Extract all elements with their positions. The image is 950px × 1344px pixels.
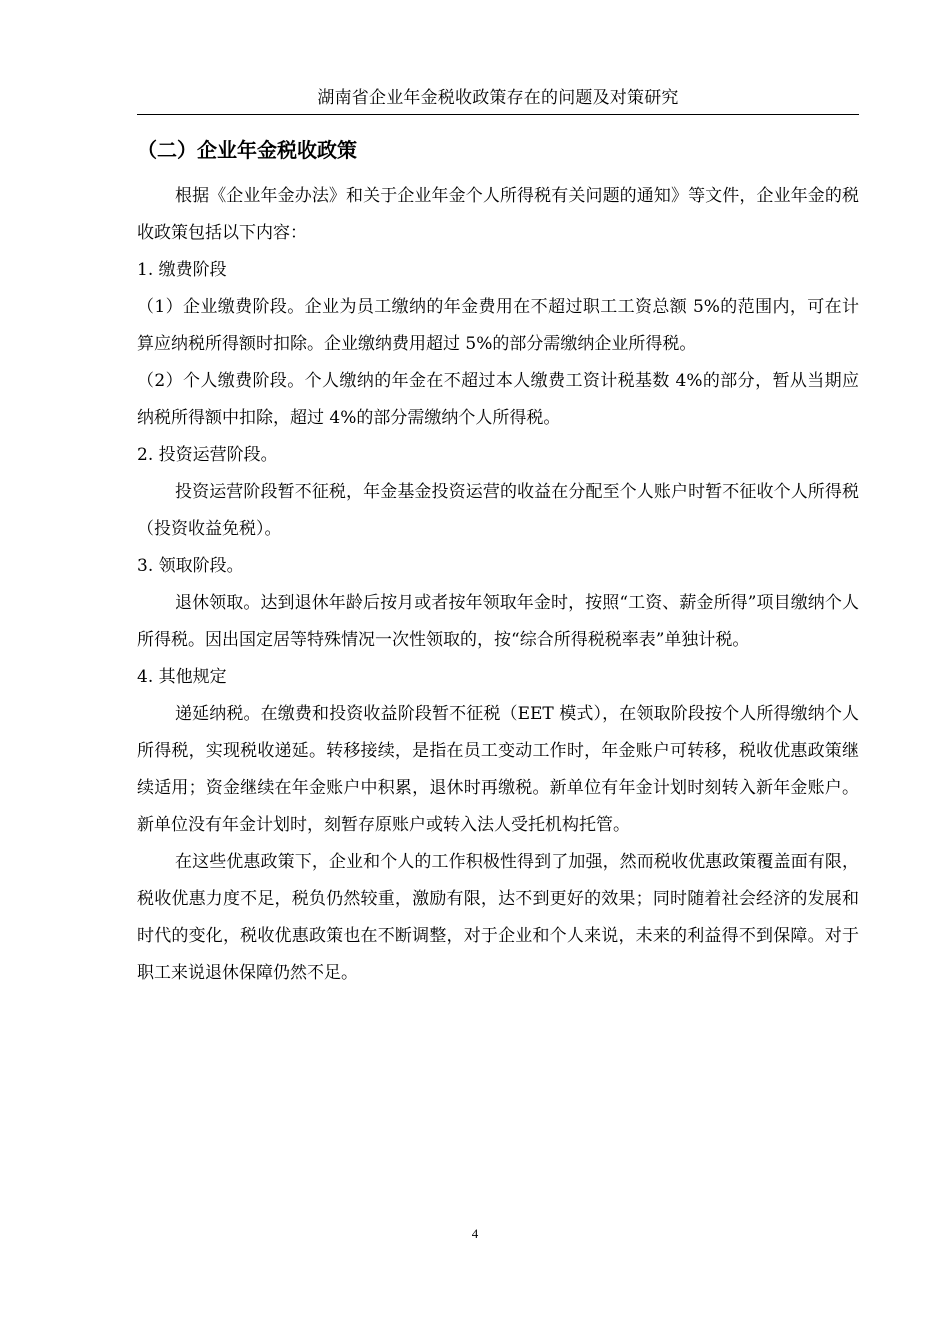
item-3-heading: 3. 领取阶段。 [137,556,244,576]
page-body [137,133,859,992]
investment-paragraph: 投资运营阶段暂不征税，年金基金投资运营的收益在分配至个人账户时暂不征收个人所得税（投资收益免税）。 [137,482,859,539]
withdrawal-paragraph: 退休领取。达到退休年龄后按月或者按年领取年金时，按照“工资、薪金所得”项目缴纳个人所得税。因出国定居等特殊情况一次性领取的，按“综合所得税税率表”单独计税。 [137,593,859,650]
item-1-heading: 1. 缴费阶段 [137,260,227,280]
individual-contribution-paragraph: （2）个人缴费阶段。个人缴纳的年金在不超过本人缴费工资计税基数 4%的部分，暂从当期应纳税所得额中扣除，超过 4%的部分需缴纳个人所得税。 [137,371,859,428]
intro-paragraph: 根据《企业年金办法》和关于企业年金个人所得税有关问题的通知》等文件，企业年金的税收政策包括以下内容： [137,186,859,243]
page-number: 4 [471,1226,479,1241]
item-2-heading: 2. 投资运营阶段。 [137,445,278,465]
header-divider [137,114,859,115]
running-header-title: 湖南省企业年金税收政策存在的问题及对策研究 [317,88,679,108]
conclusion-paragraph: 在这些优惠政策下，企业和个人的工作积极性得到了加强，然而税收优惠政策覆盖面有限，税收优惠力度不足，税负仍然较重，激励有限，达不到更好的效果；同时随着社会经济的发展和时代的变化，税收优惠政策也在不断调整，对于企业和个人来说，未来的利益得不到保障。对于职工来说退休保障仍然不足。 [137,852,859,983]
item-4-heading: 4. 其他规定 [137,667,227,687]
enterprise-contribution-paragraph: （1）企业缴费阶段。企业为员工缴纳的年金费用在不超过职工工资总额 5%的范围内，可在计算应纳税所得额时扣除。企业缴纳费用超过 5%的部分需缴纳企业所得税。 [137,297,859,354]
section-heading: （二）企业年金税收政策 [137,138,357,162]
deferred-tax-paragraph: 递延纳税。在缴费和投资收益阶段暂不征税（EET 模式），在领取阶段按个人所得缴纳个人所得税，实现税收递延。转移接续，是指在员工变动工作时，年金账户可转移，税收优惠政策继续适用；资金继续在年金账户中积累，退休时再缴税。新单位有年金计划时刻转入新年金账户。新单位没有年金计划时，刻暂存原账户或转入法人受托机构托管。 [137,704,859,835]
